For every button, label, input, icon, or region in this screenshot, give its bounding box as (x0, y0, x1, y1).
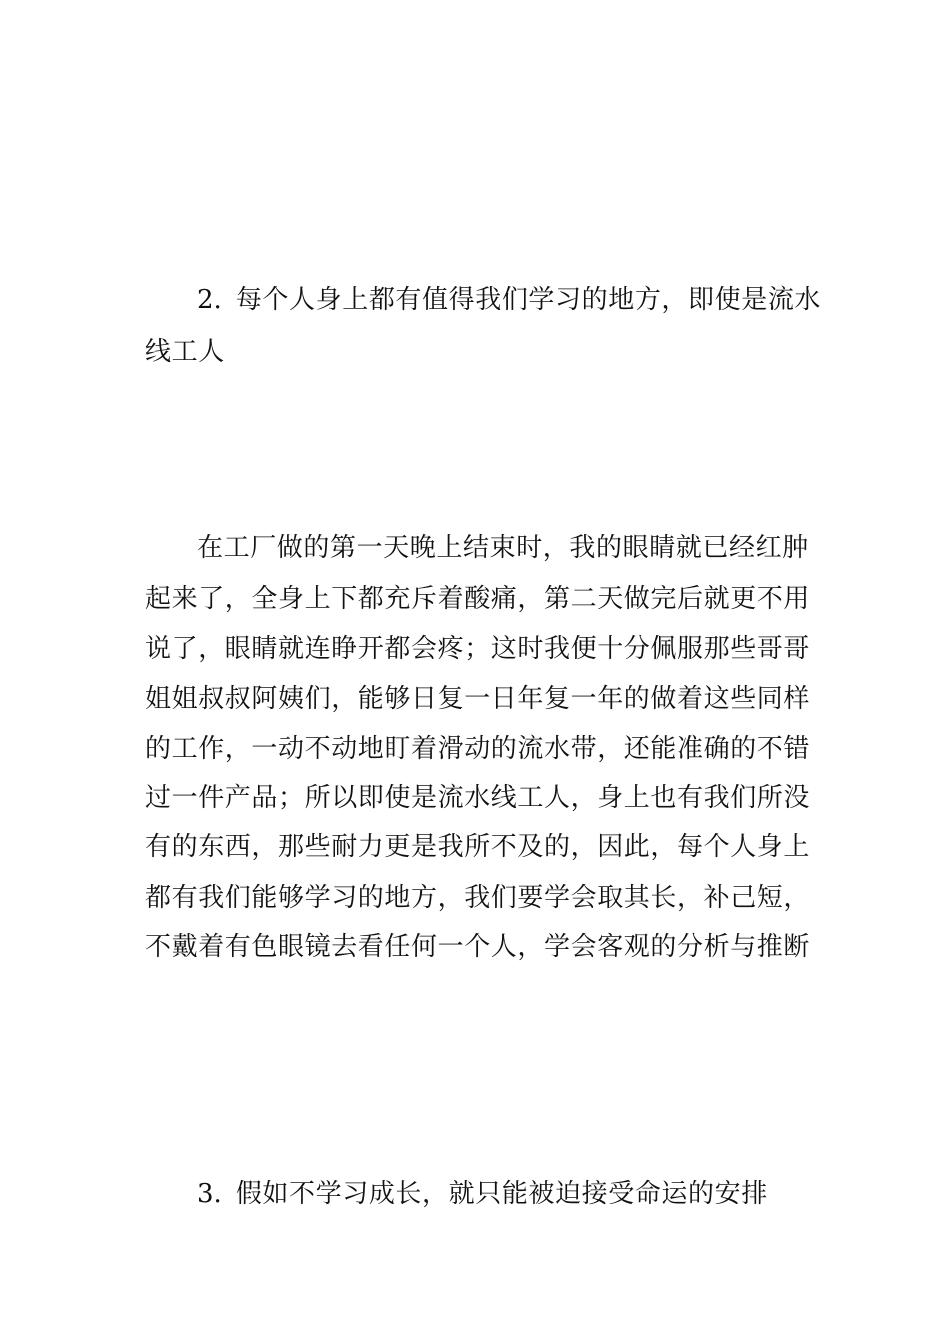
section-2-number: 2. (197, 285, 222, 315)
paragraph-line-3: 说了，眼睛就连睁开都会疼；这时我便十分佩服那些哥哥 (145, 634, 811, 664)
paragraph-line-2: 起来了，全身上下都充斥着酸痛，第二天做完后就更不用 (145, 584, 811, 614)
paragraph-line-7: 有的东西，那些耐力更是我所不及的，因此，每个人身上 (145, 832, 811, 862)
paragraph-line-1: 在工厂做的第一天晚上结束时，我的眼睛就已经红肿 (197, 533, 809, 563)
section-3-number: 3. (197, 1179, 222, 1209)
section-2-heading-line-1 (197, 285, 862, 315)
section-3-heading-text: 假如不学习成长，就只能被迫接受命运的安排 (235, 1179, 768, 1209)
paragraph-line-4: 姐姐叔叔阿姨们，能够日复一日年复一年的做着这些同样 (145, 684, 811, 714)
paragraph-line-9: 不戴着有色眼镜去看任何一个人，学会客观的分析与推断 (145, 932, 811, 962)
section-2-heading-text: 每个人身上都有值得我们学习的地方，即使是流水 (235, 285, 822, 315)
section-2-heading-line-2: 线工人 (145, 337, 225, 367)
paragraph-line-8: 都有我们能够学习的地方，我们要学会取其长，补己短， (145, 883, 811, 913)
section-3-heading-line-1 (197, 1179, 862, 1209)
paragraph-line-5: 的工作，一动不动地盯着滑动的流水带，还能准确的不错 (145, 734, 811, 764)
paragraph-line-6: 过一件产品；所以即使是流水线工人，身上也有我们所没 (145, 783, 811, 813)
